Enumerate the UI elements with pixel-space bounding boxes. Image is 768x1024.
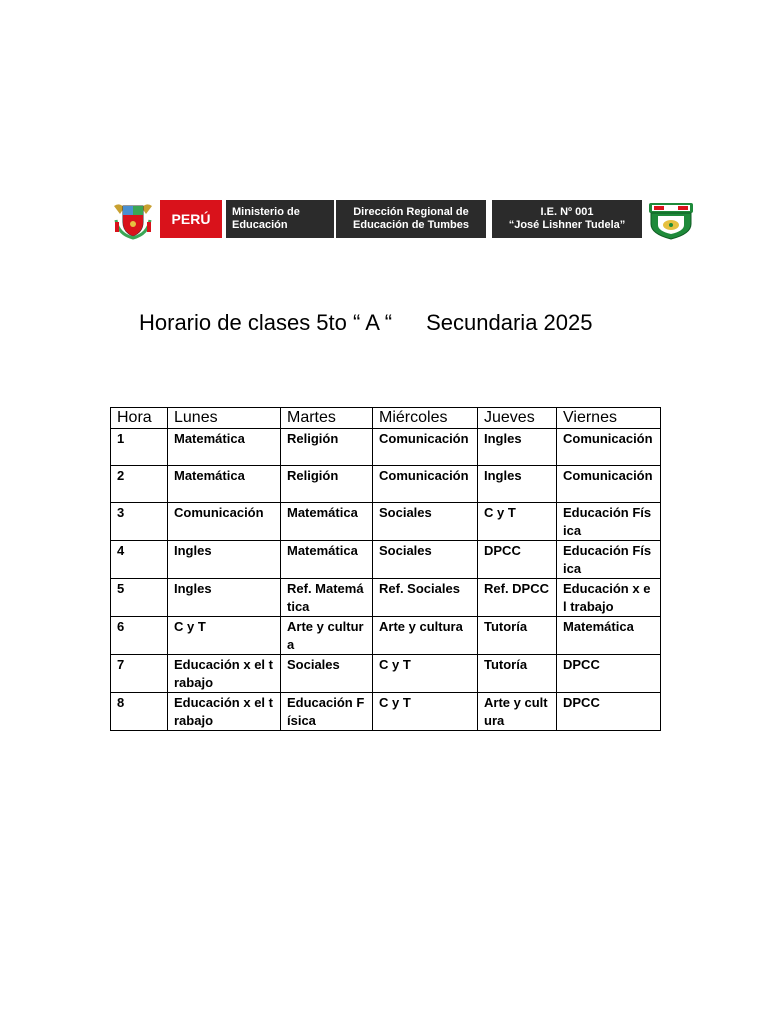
table-cell: 7 — [111, 655, 168, 693]
title-left: Horario de clases 5to “ A “ — [139, 310, 393, 335]
table-cell: Arte y cultura — [373, 617, 478, 655]
table-cell: Comunicación — [557, 466, 661, 503]
dre-line1: Dirección Regional de — [353, 206, 469, 218]
ministerio-label — [232, 206, 332, 232]
table-cell: Religión — [281, 466, 373, 503]
table-cell: Ref. Sociales — [373, 579, 478, 617]
table-cell: Tutoría — [478, 655, 557, 693]
table-cell: Ingles — [168, 541, 281, 579]
table-cell: Educación Física — [557, 503, 661, 541]
table-row — [111, 541, 661, 579]
header-jueves: Jueves — [478, 408, 557, 429]
table-cell: Ingles — [168, 579, 281, 617]
table-cell: Matemática — [281, 503, 373, 541]
table-cell: 3 — [111, 503, 168, 541]
minedu-logo — [160, 200, 334, 238]
schedule-table — [110, 407, 661, 731]
title-right: Secundaria 2025 — [426, 310, 593, 335]
logo-divider — [222, 200, 226, 238]
ministerio-line1: Ministerio de — [232, 206, 300, 218]
table-cell: Sociales — [281, 655, 373, 693]
table-cell: Ref. DPCC — [478, 579, 557, 617]
table-cell: DPCC — [478, 541, 557, 579]
table-cell: Matemática — [168, 429, 281, 466]
table-cell: Sociales — [373, 541, 478, 579]
table-cell: Ingles — [478, 429, 557, 466]
table-cell: C y T — [373, 655, 478, 693]
table-cell: C y T — [373, 693, 478, 731]
table-header-row — [111, 408, 661, 429]
table-cell: Sociales — [373, 503, 478, 541]
table-cell: Educación x el trabajo — [168, 655, 281, 693]
table-row — [111, 579, 661, 617]
school-crest-icon — [646, 200, 696, 240]
table-cell: Comunicación — [373, 466, 478, 503]
table-cell: Comunicación — [373, 429, 478, 466]
table-cell: Comunicación — [557, 429, 661, 466]
table-cell: Religión — [281, 429, 373, 466]
header-martes: Martes — [281, 408, 373, 429]
header-viernes: Viernes — [557, 408, 661, 429]
dre-line2: Educación de Tumbes — [353, 219, 469, 231]
table-cell: Educación x el trabajo — [168, 693, 281, 731]
table-cell: 1 — [111, 429, 168, 466]
table-cell: 5 — [111, 579, 168, 617]
table-row — [111, 617, 661, 655]
dre-label — [336, 200, 486, 238]
table-cell: Matemática — [168, 466, 281, 503]
table-row — [111, 466, 661, 503]
table-row — [111, 655, 661, 693]
page-title — [139, 310, 592, 336]
table-row — [111, 693, 661, 731]
table-cell: Educación x el trabajo — [557, 579, 661, 617]
header-miercoles: Miércoles — [373, 408, 478, 429]
table-cell: Ingles — [478, 466, 557, 503]
school-line2: “José Lishner Tudela” — [508, 219, 626, 231]
table-cell: 2 — [111, 466, 168, 503]
table-cell: 8 — [111, 693, 168, 731]
table-row — [111, 503, 661, 541]
table-cell: Ref. Matemática — [281, 579, 373, 617]
school-line1: I.E. Nº 001 — [540, 206, 594, 218]
header-lunes: Lunes — [168, 408, 281, 429]
header-hora: Hora — [111, 408, 168, 429]
peru-coat-of-arms-icon — [110, 200, 156, 240]
header-banner — [110, 196, 696, 244]
table-cell: Comunicación — [168, 503, 281, 541]
table-cell: Arte y cultura — [281, 617, 373, 655]
table-cell: Tutoría — [478, 617, 557, 655]
table-cell: DPCC — [557, 693, 661, 731]
ministerio-line2: Educación — [232, 219, 288, 231]
table-cell: C y T — [478, 503, 557, 541]
table-cell: DPCC — [557, 655, 661, 693]
school-label — [492, 200, 642, 238]
table-cell: Matemática — [557, 617, 661, 655]
table-cell: Educación Física — [557, 541, 661, 579]
table-cell: Matemática — [281, 541, 373, 579]
table-cell: Arte y cultura — [478, 693, 557, 731]
table-cell: 6 — [111, 617, 168, 655]
peru-label: PERÚ — [160, 200, 222, 238]
table-cell: Educación Física — [281, 693, 373, 731]
table-cell: C y T — [168, 617, 281, 655]
table-row — [111, 429, 661, 466]
table-cell: 4 — [111, 541, 168, 579]
